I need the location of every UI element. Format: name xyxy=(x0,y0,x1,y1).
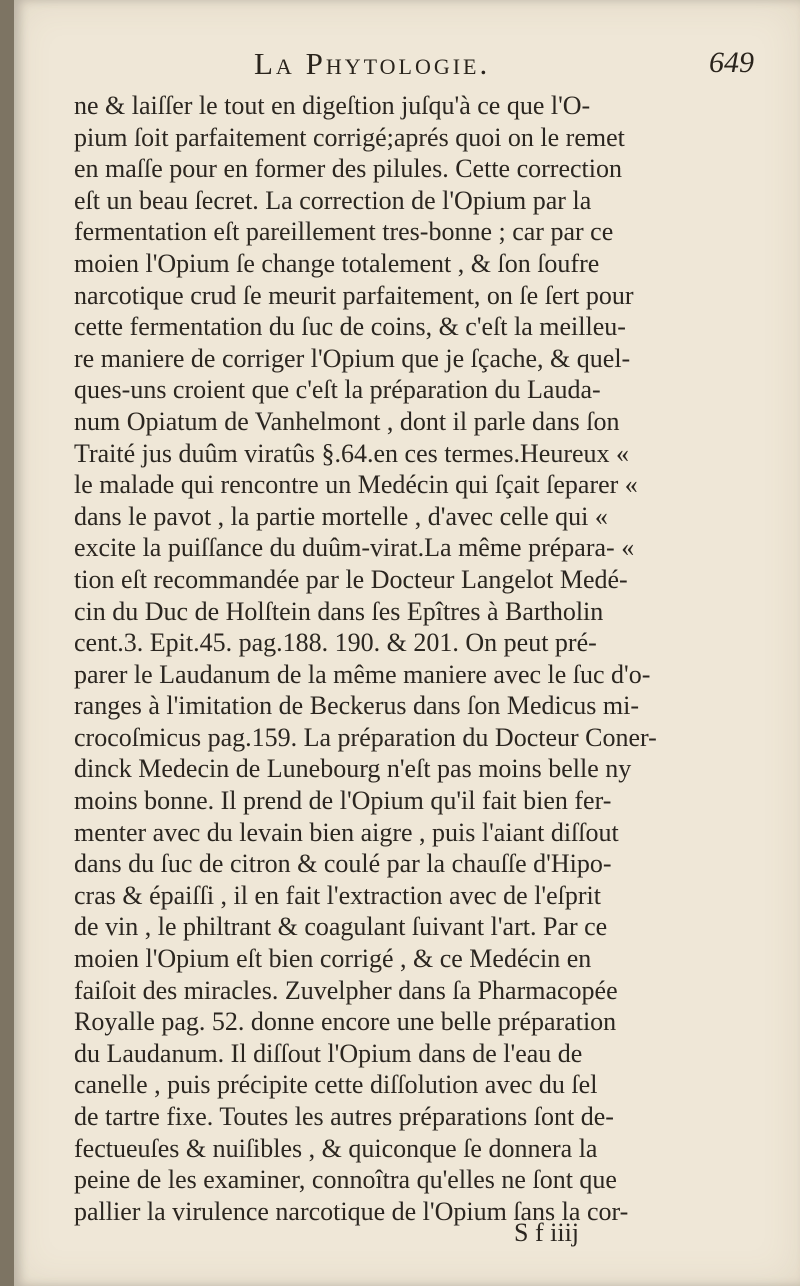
page-header xyxy=(74,44,774,90)
text-line: ranges à l'imitation de Beckerus dans ſon Medicus mi- xyxy=(74,691,639,721)
text-line: de vin , le philtrant & coagulant ſuivant l'art. Par ce xyxy=(74,912,608,942)
text-line: crocoſmicus pag.159. La préparation du Docteur Coner- xyxy=(74,722,657,752)
text-line: dinck Medecin de Lunebourg n'eſt pas moins belle ny xyxy=(74,754,632,784)
text-line: re maniere de corriger l'Opium que je ſçache, & quel- xyxy=(74,343,631,373)
text-line: faiſoit des miracles. Zuvelpher dans ſa Pharmacopée xyxy=(74,975,618,1005)
text-line: dans du ſuc de citron & coulé par la chauſſe d'Hipo- xyxy=(74,849,612,879)
text-line: fermentation eſt pareillement tres-bonne ; car par ce xyxy=(74,217,614,247)
signature-mark: S f iiij xyxy=(514,1218,580,1247)
text-line: le malade qui rencontre un Medécin qui ſçait ſeparer « xyxy=(74,470,638,500)
book-page xyxy=(14,0,800,1286)
text-line: pium ſoit parfaitement corrigé;aprés quoi on le remet xyxy=(74,122,625,152)
text-line: cette fermentation du ſuc de coins, & c'eſt la meilleu- xyxy=(74,312,626,342)
text-line: cin du Duc de Holſtein dans ſes Epîtres à Bartholin xyxy=(74,596,604,626)
text-line: en maſſe pour en former des pilules. Cette correction xyxy=(74,154,622,184)
body-text xyxy=(74,90,786,1227)
text-line: canelle , puis précipite cette diſſolution avec du ſel xyxy=(74,1070,598,1100)
text-line: parer le Laudanum de la même maniere avec le ſuc d'o- xyxy=(74,659,651,689)
page-number: 649 xyxy=(709,46,754,79)
text-line: menter avec du levain bien aigre , puis l'aiant diſſout xyxy=(74,817,619,847)
text-line: eſt un beau ſecret. La correction de l'Opium par la xyxy=(74,185,592,215)
text-line: dans le pavot , la partie mortelle , d'avec celle qui « xyxy=(74,501,608,531)
text-line: tion eſt recommandée par le Docteur Langelot Medé- xyxy=(74,564,628,594)
text-line: ques-uns croient que c'eſt la préparation du Lauda- xyxy=(74,375,601,405)
text-line: Royalle pag. 52. donne encore une belle préparation xyxy=(74,1007,617,1037)
text-line: cent.3. Epit.45. pag.188. 190. & 201. On peut pré- xyxy=(74,628,597,658)
text-line: num Opiatum de Vanhelmont , dont il parle dans ſon xyxy=(74,406,620,436)
text-line: moien l'Opium eſt bien corrigé , & ce Medécin en xyxy=(74,944,592,974)
text-line: du Laudanum. Il diſſout l'Opium dans de l'eau de xyxy=(74,1038,583,1068)
text-line: Traité jus duûm viratûs §.64.en ces termes.Heureux « xyxy=(74,438,630,468)
text-line: excite la puiſſance du duûm-virat.La même prépara- « xyxy=(74,533,635,563)
text-line: peine de les examiner, connoîtra qu'elles ne ſont que xyxy=(74,1165,617,1195)
text-line: pallier la virulence narcotique de l'Opium ſans la cor- xyxy=(74,1196,629,1226)
text-line: moins bonne. Il prend de l'Opium qu'il fait bien fer- xyxy=(74,786,612,816)
text-line: ne & laiſſer le tout en digeſtion juſqu'à ce que l'O- xyxy=(74,91,591,120)
text-line: narcotique crud ſe meurit parfaitement, on ſe ſert pour xyxy=(74,280,634,310)
text-line: moien l'Opium ſe change totalement , & ſon ſoufre xyxy=(74,248,600,278)
text-line: cras & épaiſſi , il en fait l'extraction avec de l'eſprit xyxy=(74,880,601,910)
text-line: fectueuſes & nuiſibles , & quiconque ſe donnera la xyxy=(74,1133,598,1163)
running-title: La Phytologie. xyxy=(254,46,491,81)
text-line: de tartre fixe. Toutes les autres préparations ſont de- xyxy=(74,1102,614,1131)
